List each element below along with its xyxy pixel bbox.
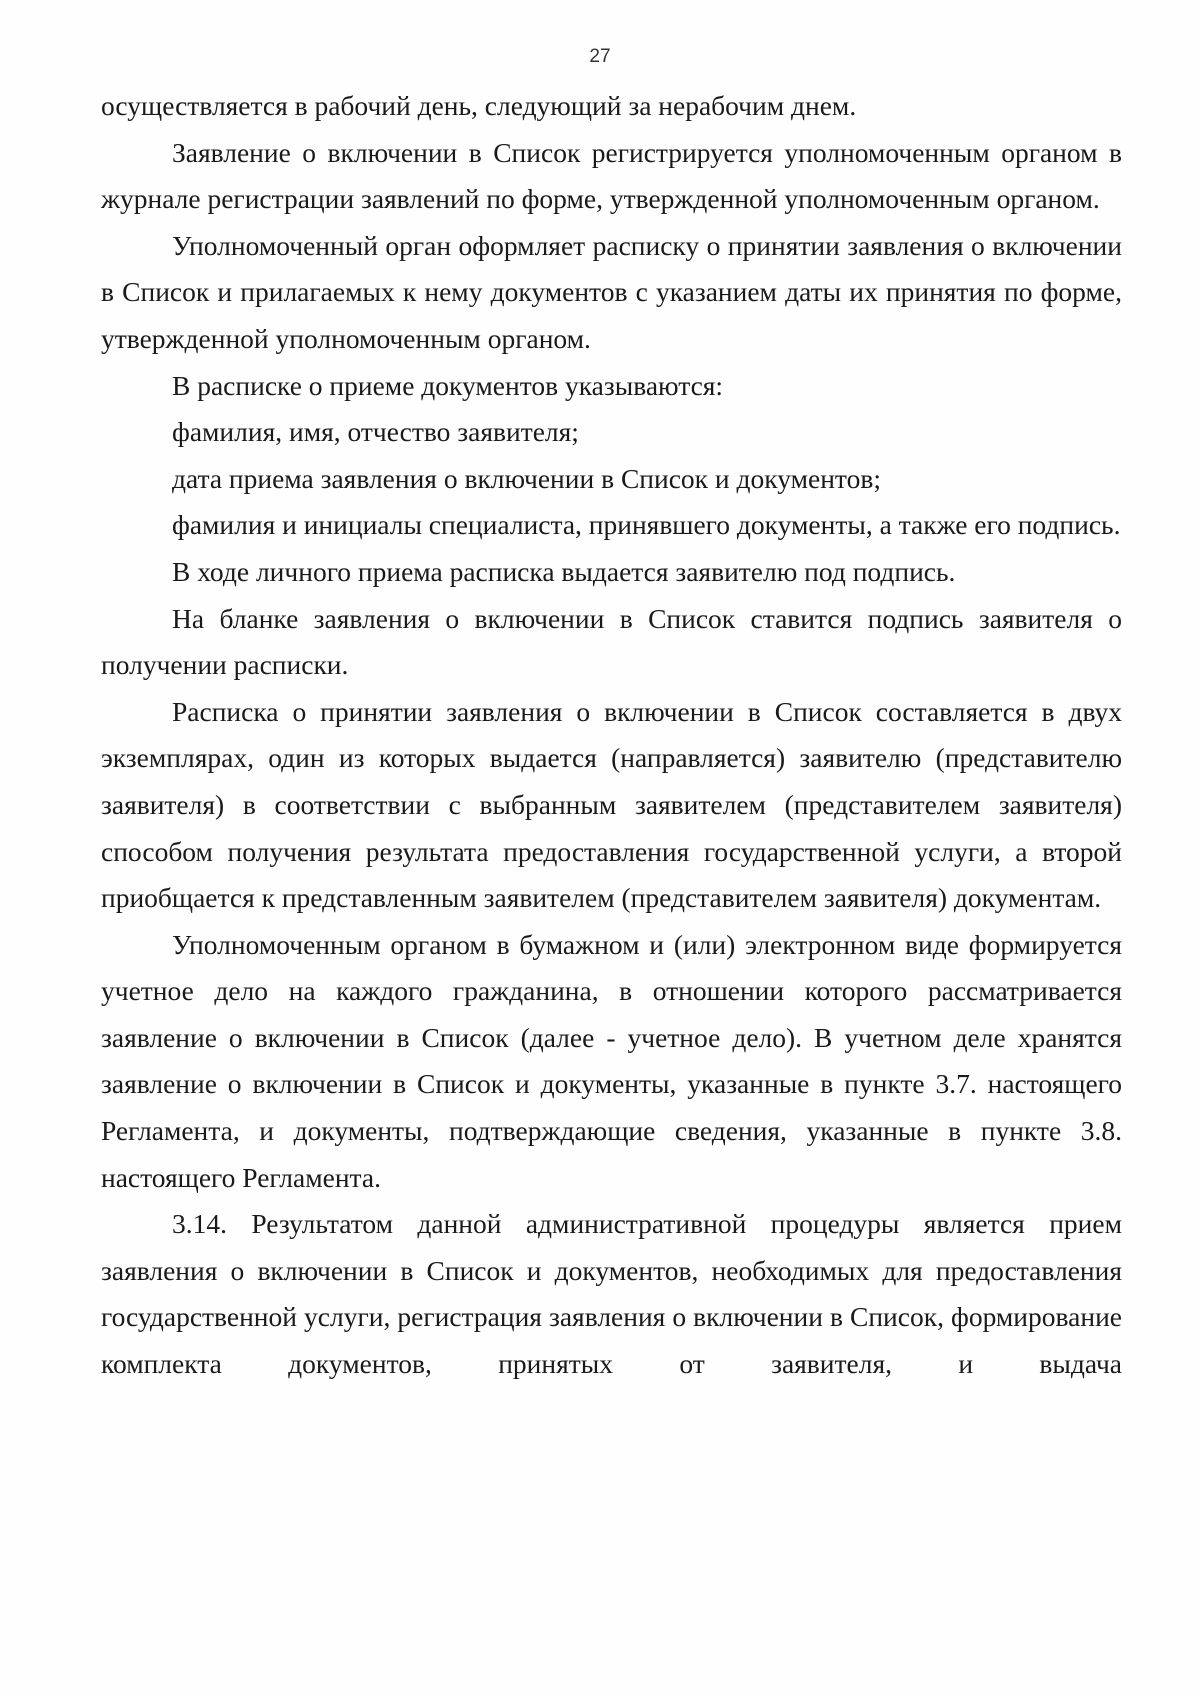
paragraph-two-copies: Расписка о принятии заявления о включении в Список составляется в двух экземплярах, один из которых выдается (направляется) заявителю (представителю заявителя) в соответствии с выбранным заявителем (представителем заявителя) способом получения результата предоставления государственной услуги, а второй приобщается к представленным заявителем (представителем заявителя) документам. [101,695,1122,914]
paragraph-personal-reception: В ходе личного приема расписка выдается заявителю под подпись. [172,555,956,587]
paragraph-continuation: осуществляется в рабочий день, следующий за нерабочим днем. [101,90,857,121]
list-item-specialist: фамилия и инициалы специалиста, принявшего документы, а также его подпись. [172,509,1121,541]
paragraph-3-14: 3.14. Результатом данной административной процедуры является прием заявления о включении в Список и документов, необходимых для предоставления государственной услуги, регистрация заявления о включении в Список, формирование комплекта документов, принятых от заявителя, и выдача [101,1208,1122,1380]
document-body [101,83,1122,1388]
paragraph-form-signature: На бланке заявления о включении в Список ставится подпись заявителя о получении расписки. [101,602,1122,681]
paragraph-registration: Заявление о включении в Список регистрируется уполномоченным органом в журнале регистрации заявлений по форме, утвержденной уполномоченным органом. [101,136,1122,215]
paragraph-receipt-contents: В расписке о приеме документов указываются: [172,369,724,401]
list-item-applicant-name: фамилия, имя, отчество заявителя; [172,416,579,448]
list-item-date: дата приема заявления о включении в Список и документов; [172,462,881,494]
paragraph-receipt: Уполномоченный орган оформляет расписку о принятии заявления о включении в Список и прилагаемых к нему документов с указанием даты их принятия по форме, утвержденной уполномоченным органом. [101,229,1122,354]
paragraph-case-file: Уполномоченным органом в бумажном и (или) электронном виде формируется учетное дело на каждого гражданина, в отношении которого рассматривается заявление о включении в Список (далее - учетное дело). В учетном деле хранятся заявление о включении в Список и документы, указанные в пункте 3.7. настоящего Регламента, и документы, подтверждающие сведения, указанные в пункте 3.8. настоящего Регламента. [101,928,1122,1193]
page-number: 27 [589,46,611,67]
